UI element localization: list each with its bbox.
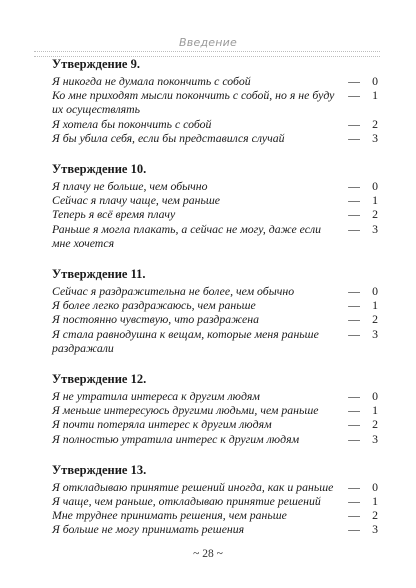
option-dash: — [348,494,360,509]
option-score: 2 [372,508,378,523]
statement-option [52,222,378,250]
option-score: 3 [372,522,378,537]
statement-option [52,88,378,116]
option-score: 1 [372,193,378,208]
statement-title: Утверждение 9. [52,57,140,71]
statement-block-11 [52,266,378,355]
option-score: 0 [372,389,378,404]
option-text: Раньше я могла плакать, а сейчас не могу, даже если мне хочется [52,221,322,250]
option-dash: — [348,74,360,88]
statement-title: Утверждение 10. [52,162,147,177]
option-score: 3 [372,221,378,236]
statement-option [52,131,378,145]
page-number: ~ 28 ~ [193,548,223,560]
statements-list [52,56,378,553]
option-text: Теперь я всё время плачу [52,207,176,222]
option-text: Я больше не могу принимать решения [52,522,245,537]
option-score: 1 [372,403,378,418]
statement-title: Утверждение 11. [52,267,146,282]
statement-block-13 [52,462,378,537]
option-text: Я откладываю принятие решений иногда, как и раньше [52,479,334,494]
option-score: 1 [372,88,378,103]
option-text: Сейчас я плачу чаще, чем раньше [52,193,221,208]
option-dash: — [348,116,360,131]
option-score: 2 [372,417,378,432]
statement-option [52,117,378,131]
option-score: 0 [372,284,378,299]
statement-option [52,432,378,446]
option-text: Я полностью утратила интерес к другим людям [52,431,300,446]
statement-option [52,508,378,522]
statement-option [52,74,378,88]
option-dash: — [348,508,360,523]
option-score: 3 [372,326,378,341]
option-text: Я плачу не больше, чем обычно [52,179,208,194]
option-dash: — [348,312,360,327]
option-dash: — [348,431,360,446]
option-text: Я чаще, чем раньше, откладываю принятие решений [52,494,321,509]
option-dash: — [348,298,360,313]
option-score: 2 [372,312,378,327]
option-text: Ко мне приходят мысли покончить с собой, но я не буду их осуществлять [52,88,335,117]
statement-option [52,207,378,221]
statement-option [52,480,378,494]
option-dash: — [348,522,360,537]
option-score: 2 [372,116,378,131]
statement-option [52,327,378,355]
option-dash: — [348,193,360,208]
statement-option [52,284,378,298]
statement-title: Утверждение 12. [52,372,147,387]
statement-option [52,298,378,312]
option-dash: — [348,417,360,432]
option-dash: — [348,389,360,404]
statement-block-10 [52,161,378,250]
option-text: Я почти потеряла интерес к другим людям [52,417,272,432]
option-dash: — [348,284,360,299]
option-score: 0 [372,479,378,494]
option-dash: — [348,207,360,222]
statement-option [52,389,378,403]
option-score: 0 [372,179,378,194]
option-text: Я более легко раздражаюсь, чем раньше [52,298,256,313]
option-text: Я хотела бы покончить с собой [52,116,212,131]
statement-option [52,403,378,417]
option-score: 0 [372,74,378,88]
statement-block-12 [52,371,378,446]
option-dash: — [348,130,360,145]
option-score: 1 [372,494,378,509]
option-score: 3 [372,130,378,145]
running-head: Введение [179,36,237,49]
option-score: 1 [372,298,378,313]
option-dash: — [348,88,360,103]
statement-option [52,179,378,193]
statement-option [52,312,378,326]
statement-option [52,522,378,536]
option-dash: — [348,179,360,194]
statement-block-9 [52,56,378,145]
option-dash: — [348,479,360,494]
option-text: Я стала равнодушна к вещам, которые меня раньше раздражали [52,326,319,355]
statement-title: Утверждение 13. [52,462,147,477]
statement-option [52,417,378,431]
statement-option [52,193,378,207]
option-text: Мне труднее принимать решения, чем раньше [52,508,287,523]
option-text: Я никогда не думала покончить с собой [52,74,251,88]
option-text: Я постоянно чувствую, что раздражена [52,312,259,327]
option-score: 2 [372,207,378,222]
option-dash: — [348,403,360,418]
option-dash: — [348,326,360,341]
option-dash: — [348,221,360,236]
option-text: Сейчас я раздражительна не более, чем обычно [52,284,295,299]
option-score: 3 [372,431,378,446]
statement-option [52,494,378,508]
option-text: Я меньше интересуюсь другими людьми, чем раньше [52,403,319,418]
option-text: Я бы убила себя, если бы представился случай [52,130,285,145]
option-text: Я не утратила интереса к другим людям [52,389,260,404]
